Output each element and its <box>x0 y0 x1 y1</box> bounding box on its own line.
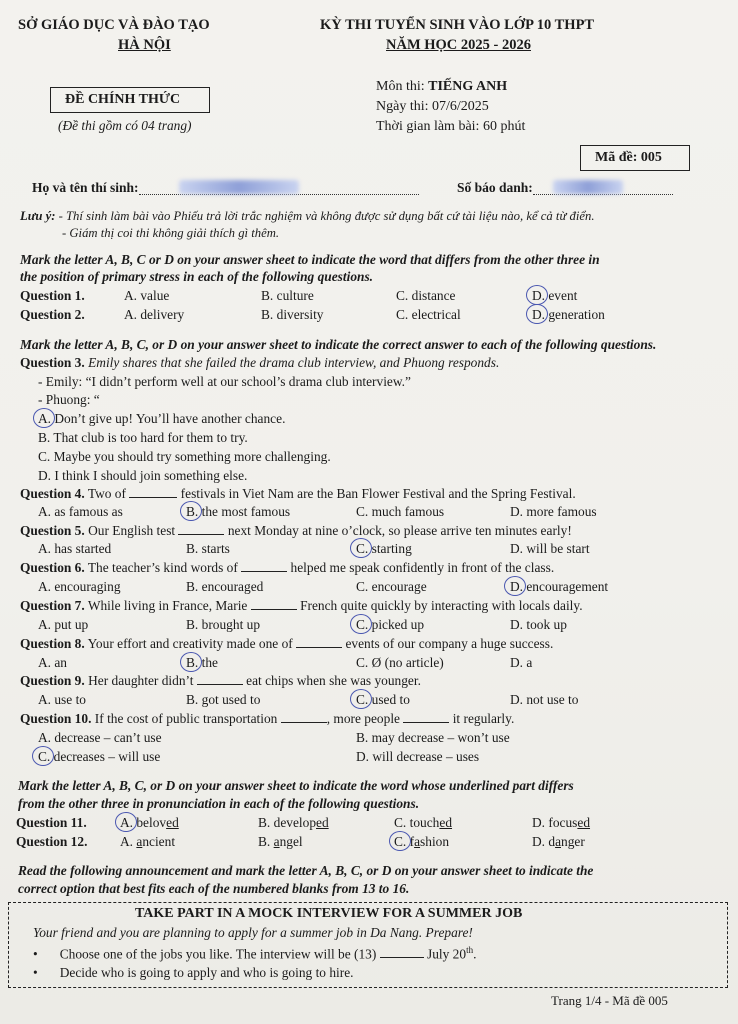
announcement-bullet-2: • Decide who is going to apply and who is going to hire. <box>33 965 354 980</box>
q3-option-a: A. Don’t give up! You’ll have another chance. <box>38 411 286 426</box>
announcement-title: TAKE PART IN A MOCK INTERVIEW FOR A SUMMER JOB <box>135 906 523 921</box>
q10-option-c: C. decreases – will use <box>38 749 161 764</box>
answer-mark <box>180 652 202 672</box>
q1-option-b: B. culture <box>261 288 314 303</box>
question-7-stem: Question 7. While living in France, Marie French quite quickly by interacting with locals daily. <box>20 598 583 613</box>
page-footer: Trang 1/4 - Mã đề 005 <box>551 993 668 1008</box>
q5-option-b: B. starts <box>186 541 230 556</box>
candidate-name-line: Họ và tên thí sinh: <box>32 180 419 197</box>
q3-dialogue-emily: - Emily: “I didn’t perform well at our school’s drama club interview.” <box>38 374 411 389</box>
q11-option-b: B. developed <box>258 815 329 830</box>
q1-option-d: D. event <box>532 288 578 303</box>
q7-option-b: B. brought up <box>186 617 261 632</box>
note-line-2: - Giám thị coi thi không giải thích gì thêm. <box>62 226 280 240</box>
question-10-stem: Question 10. If the cost of public transportation , more people it regularly. <box>20 711 515 726</box>
q3-dialogue-phuong: - Phuong: “ <box>38 392 100 407</box>
q7-option-c: C. picked up <box>356 617 425 632</box>
section2-instruction: Mark the letter A, B, C, or D on your answer sheet to indicate the correct answer to each of the following questions. <box>20 337 657 352</box>
question-12-number: Question 12. <box>16 834 88 849</box>
q10-option-a: A. decrease – can’t use <box>38 730 162 745</box>
q6-option-a: A. encouraging <box>38 579 121 594</box>
answer-mark <box>389 831 411 851</box>
q1-option-a: A. value <box>124 288 170 303</box>
q2-option-b: B. diversity <box>261 307 324 322</box>
q12-option-c: C. fashion <box>394 834 450 849</box>
exam-title: KỲ THI TUYỂN SINH VÀO LỚP 10 THPT <box>320 17 595 33</box>
q8-option-a: A. an <box>38 655 68 670</box>
q9-option-c: C. used to <box>356 692 410 707</box>
answer-mark <box>350 614 372 634</box>
question-2-number: Question 2. <box>20 307 85 322</box>
q2-option-a: A. delivery <box>124 307 185 322</box>
q8-option-b: B. the <box>186 655 218 670</box>
q5-option-c: C. starting <box>356 541 412 556</box>
q1-option-c: C. distance <box>396 288 456 303</box>
q6-option-b: B. encouraged <box>186 579 264 594</box>
note-line-1: Lưu ý: - Thí sinh làm bài vào Phiếu trả lời trắc nghiệm và không được sử dụng bất cứ tài liệu nào, kể cả từ điển. <box>20 209 595 223</box>
page-count-note: (Đề thi gồm có 04 trang) <box>58 118 192 133</box>
q11-option-c: C. touched <box>394 815 453 830</box>
candidate-number-line: Số báo danh: <box>457 180 673 197</box>
q4-option-d: D. more famous <box>510 504 597 519</box>
question-4-stem: Question 4. Two of festivals in Viet Nam are the Ban Flower Festival and the Spring Festival. <box>20 486 576 501</box>
subject-line: Môn thi: TIẾNG ANH <box>376 79 508 94</box>
city-name: HÀ NỘI <box>118 37 171 53</box>
question-3-stem: Question 3. Emily shares that she failed the drama club interview, and Phuong responds. <box>20 355 500 370</box>
q10-option-d: D. will decrease – uses <box>356 749 480 764</box>
section1-instruction-line1: Mark the letter A, B, C or D on your answer sheet to indicate the word that differs from the other three in <box>20 252 600 267</box>
q12-option-b: B. angel <box>258 834 303 849</box>
q2-option-d: D. generation <box>532 307 605 322</box>
exam-code: Mã đề: 005 <box>595 150 662 165</box>
q9-option-a: A. use to <box>38 692 86 707</box>
department-name: SỞ GIÁO DỤC VÀ ĐÀO TẠO <box>18 17 210 33</box>
section3-instruction-line1: Mark the letter A, B, C, or D on your answer sheet to indicate the word whose underlined part differs <box>18 778 574 793</box>
announcement-bullet-1: • Choose one of the jobs you like. The interview will be (13) July 20th. <box>33 945 477 962</box>
q12-option-d: D. danger <box>532 834 585 849</box>
answer-mark <box>33 408 55 428</box>
q3-option-c: C. Maybe you should try something more challenging. <box>38 449 331 464</box>
q8-option-d: D. a <box>510 655 533 670</box>
question-9-stem: Question 9. Her daughter didn’t eat chips when she was younger. <box>20 673 421 688</box>
section1-instruction-line2: the position of primary stress in each of the following questions. <box>20 269 374 284</box>
q9-option-b: B. got used to <box>186 692 261 707</box>
q10-option-b: B. may decrease – won’t use <box>356 730 510 745</box>
q4-option-a: A. as famous as <box>38 504 123 519</box>
q8-option-c: C. Ø (no article) <box>356 655 444 670</box>
announcement-intro: Your friend and you are planning to apply for a summer job in Da Nang. Prepare! <box>33 925 473 940</box>
answer-mark <box>350 689 372 709</box>
question-6-stem: Question 6. The teacher’s kind words of helped me speak confidently in front of the class. <box>20 560 555 575</box>
q4-option-b: B. the most famous <box>186 504 291 519</box>
q3-option-d: D. I think I should join something else. <box>38 468 248 483</box>
q5-option-a: A. has started <box>38 541 112 556</box>
answer-mark <box>526 304 548 324</box>
answer-mark <box>350 538 372 558</box>
section4-instruction-line1: Read the following announcement and mark the letter A, B, C, or D on your answer sheet to indicate the <box>18 863 594 878</box>
q12-option-a: A. ancient <box>120 834 176 849</box>
answer-mark <box>180 501 202 521</box>
section3-instruction-line2: from the other three in pronunciation in each of the following questions. <box>18 796 420 811</box>
answer-mark <box>504 576 526 596</box>
question-5-stem: Question 5. Our English test next Monday at nine o’clock, so please arrive ten minutes early! <box>20 523 572 538</box>
answer-mark <box>526 285 548 305</box>
question-1-number: Question 1. <box>20 288 85 303</box>
school-year: NĂM HỌC 2025 - 2026 <box>386 37 531 53</box>
official-exam-box: ĐỀ CHÍNH THỨC <box>50 87 210 113</box>
answer-mark <box>115 812 137 832</box>
q4-option-c: C. much famous <box>356 504 445 519</box>
q11-option-d: D. focused <box>532 815 591 830</box>
section4-instruction-line2: correct option that best fits each of the numbered blanks from 13 to 16. <box>18 881 410 896</box>
announcement-box <box>8 902 728 988</box>
duration-line: Thời gian làm bài: 60 phút <box>376 119 526 134</box>
question-11-number: Question 11. <box>16 815 87 830</box>
q6-option-c: C. encourage <box>356 579 427 594</box>
q11-option-a: A. beloved <box>120 815 179 830</box>
question-8-stem: Question 8. Your effort and creativity made one of events of our company a huge success. <box>20 636 554 651</box>
exam-code-box <box>580 145 690 171</box>
q6-option-d: D. encouragement <box>510 579 609 594</box>
answer-mark <box>32 746 54 766</box>
q5-option-d: D. will be start <box>510 541 590 556</box>
q9-option-d: D. not use to <box>510 692 579 707</box>
q7-option-d: D. took up <box>510 617 567 632</box>
q2-option-c: C. electrical <box>396 307 461 322</box>
q7-option-a: A. put up <box>38 617 89 632</box>
q3-option-b: B. That club is too hard for them to try. <box>38 430 248 445</box>
exam-date-line: Ngày thi: 07/6/2025 <box>376 99 489 114</box>
